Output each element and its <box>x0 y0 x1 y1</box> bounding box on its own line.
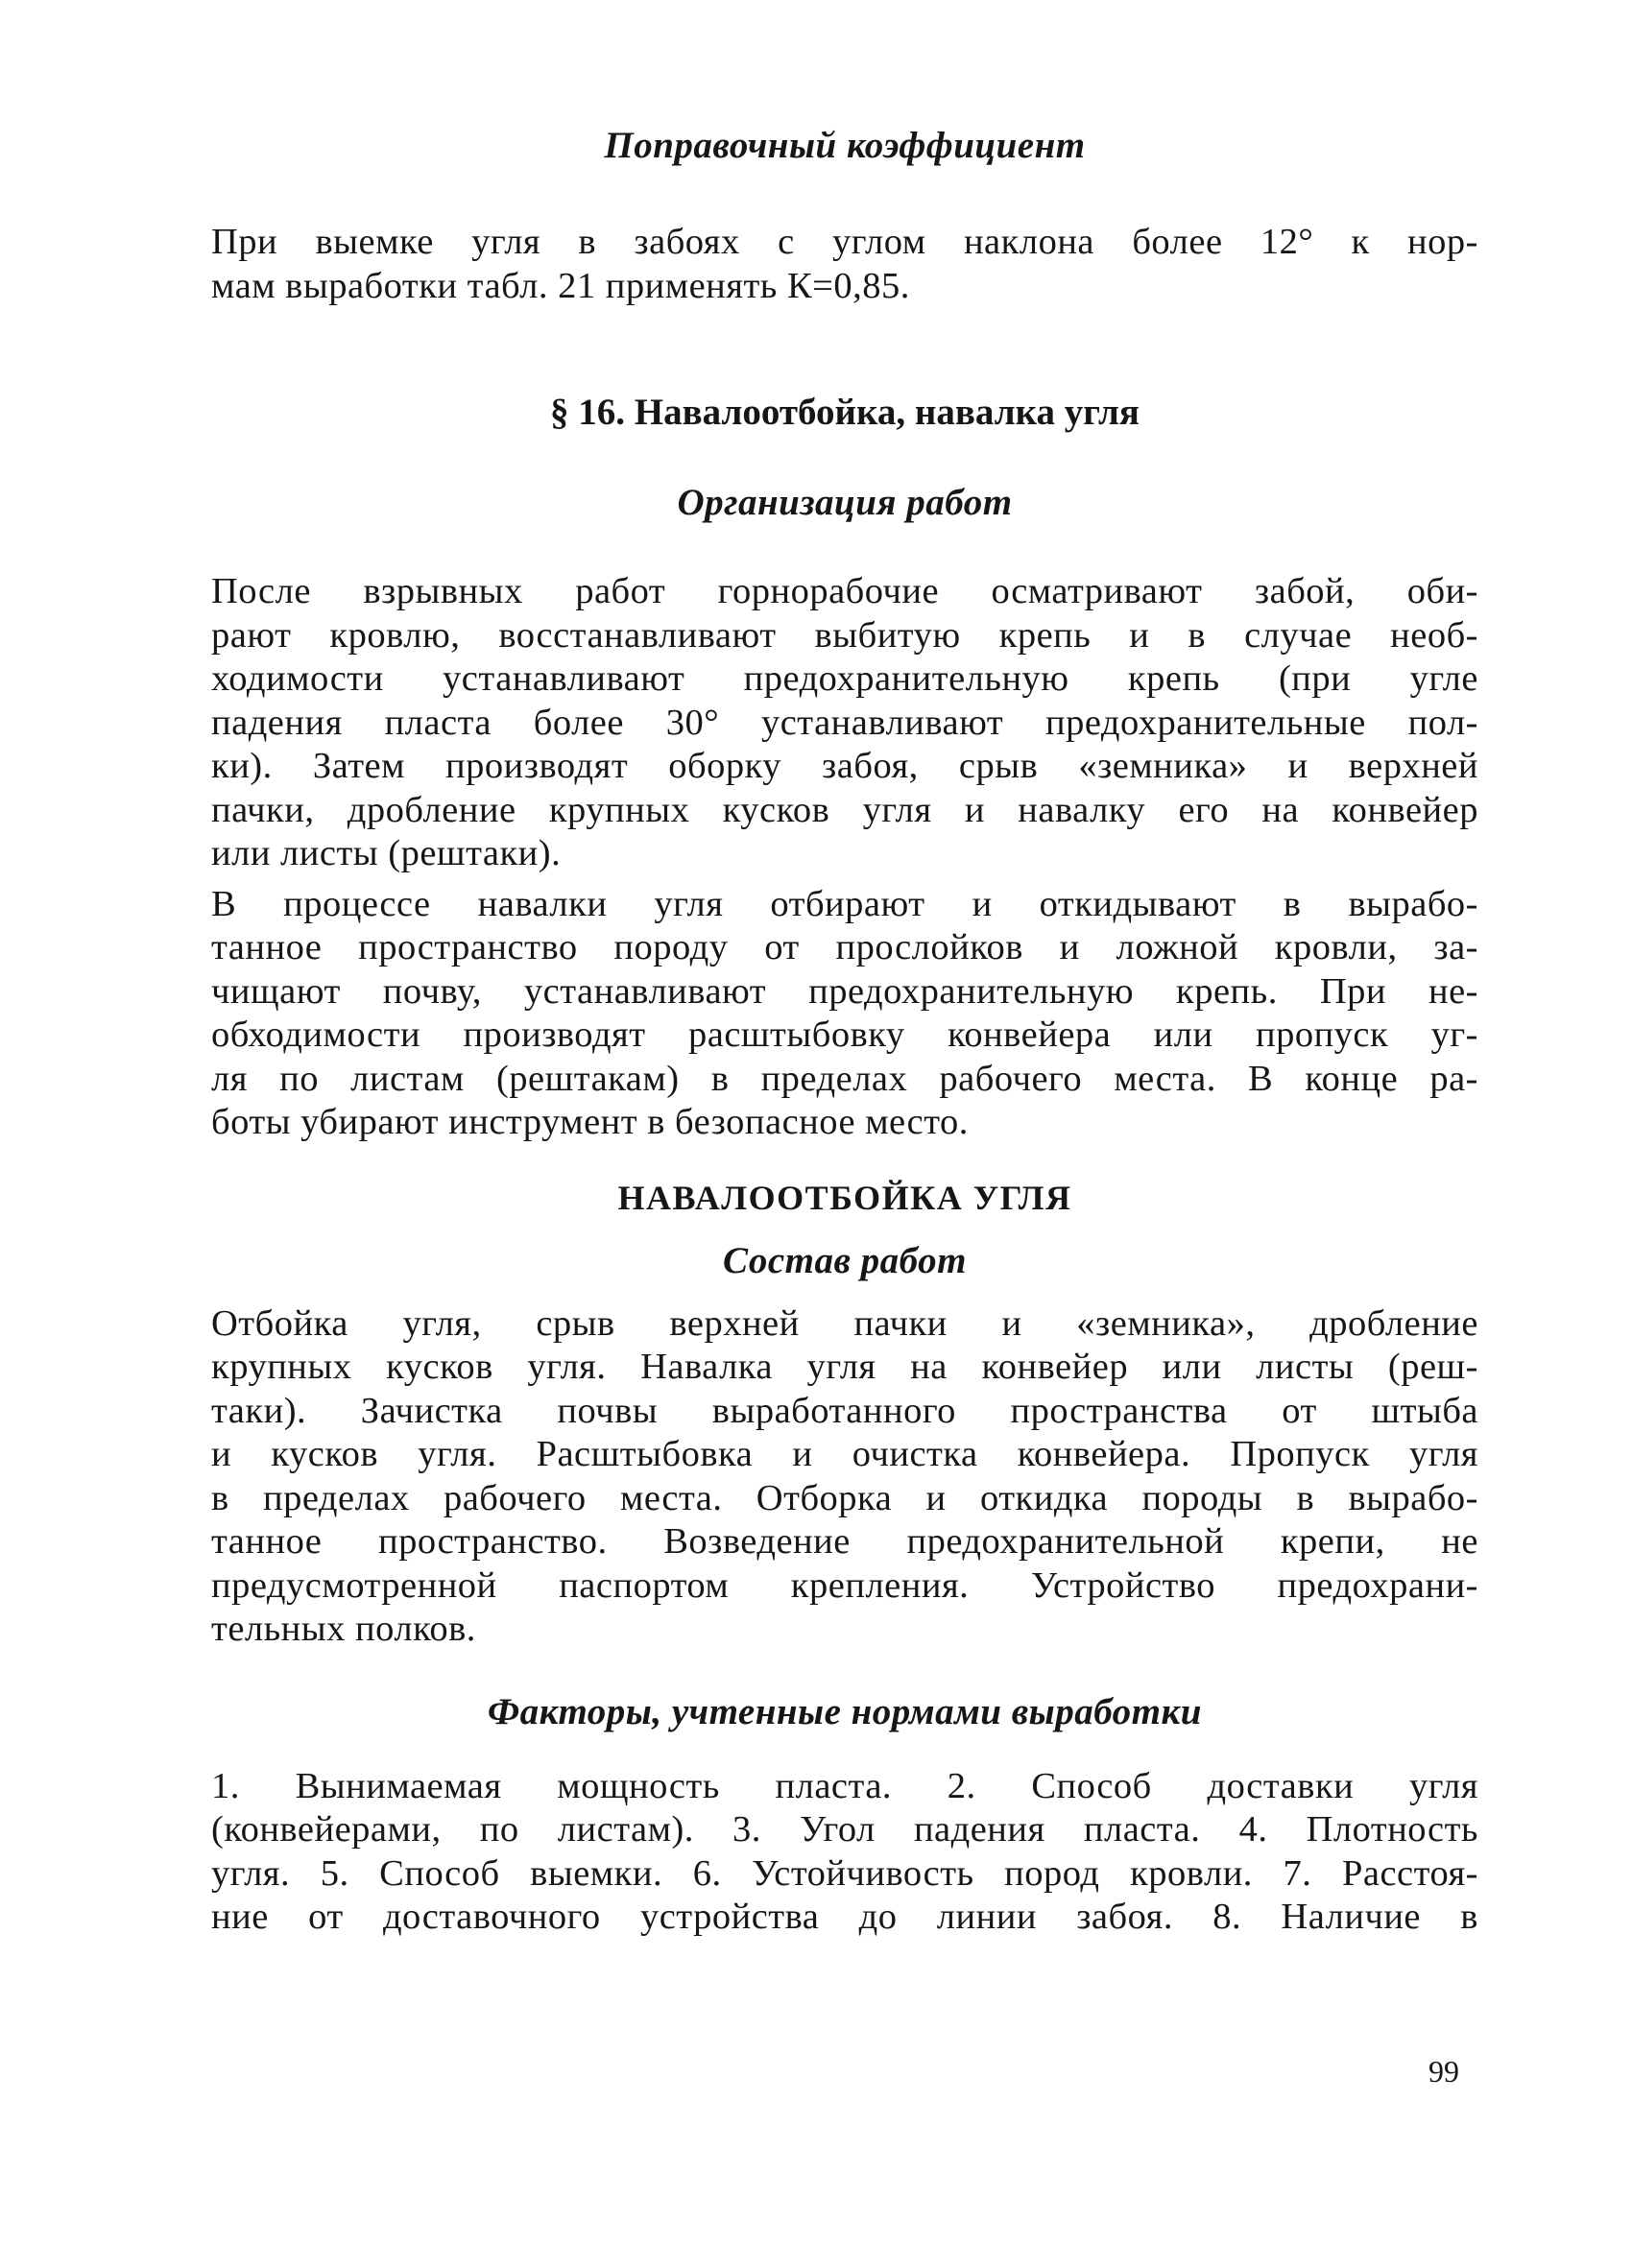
text-line: При выемке угля в забоях с углом наклона более 12° к нор- <box>211 222 1478 262</box>
text-line: тельных полков. <box>211 1609 476 1649</box>
coal-breaking-heading: НАВАЛООТБОЙКА УГЛЯ <box>617 1178 1072 1217</box>
text-line: ходимости устанавливают предохранительную крепь (при угле <box>211 658 1478 699</box>
text-line: угля. 5. Способ выемки. 6. Устойчивость пород кровли. 7. Расстоя- <box>211 1852 1478 1894</box>
correction-paragraph <box>211 221 1478 308</box>
text-line: рают кровлю, восстанавливают выбитую крепь и в случае необ- <box>211 614 1478 656</box>
organization-paragraph-1 <box>211 570 1478 876</box>
text-line: танное пространство. Возведение предохранительной крепи, не <box>211 1521 1478 1562</box>
text-line: чищают почву, устанавливают предохранительную крепь. При не- <box>211 970 1478 1012</box>
organization-paragraph-2 <box>211 883 1478 1145</box>
text-line: В процессе навалки угля отбирают и откидывают в вырабо- <box>211 883 1478 924</box>
text-line: ки). Затем производят оборку забоя, срыв «земника» и верхней <box>211 746 1478 786</box>
text-line: Отбойка угля, срыв верхней пачки и «земника», дробление <box>211 1302 1478 1344</box>
text-line: обходимости производят расштыбовку конвейера или пропуск уг- <box>211 1015 1478 1055</box>
text-line: ние от доставочного устройства до линии забоя. 8. Наличие в <box>211 1897 1478 1937</box>
composition-heading: Состав работ <box>723 1239 967 1281</box>
text-line: ля по листам (рештакам) в пределах рабочего места. В конце ра- <box>211 1058 1478 1099</box>
text-line: 1. Вынимаемая мощность пласта. 2. Способ доставки угля <box>211 1765 1478 1806</box>
text-line: в пределах рабочего места. Отборка и откидка породы в вырабо- <box>211 1477 1478 1518</box>
organization-heading: Организация работ <box>677 482 1013 523</box>
section-heading: § 16. Навалоотбойка, навалка угля <box>550 392 1140 433</box>
text-line: пачки, дробление крупных кусков угля и навалку его на конвейер <box>211 789 1478 830</box>
text-line: мам выработки табл. 21 применять К=0,85. <box>211 265 910 306</box>
text-line: или листы (рештаки). <box>211 833 562 873</box>
text-line: и кусков угля. Расштыбовка и очистка конвейера. Пропуск угля <box>211 1434 1478 1474</box>
text-line: (конвейерами, по листам). 3. Угол падения пласта. 4. Плотность <box>211 1809 1478 1850</box>
text-line: падения пласта более 30° устанавливают предохранительные пол- <box>211 702 1478 743</box>
factors-heading: Факторы, учтенные нормами выработки <box>488 1690 1202 1732</box>
page-number: 99 <box>1428 2054 1459 2089</box>
composition-paragraph <box>211 1302 1478 1652</box>
text-line: После взрывных работ горнорабочие осматривают забой, оби- <box>211 571 1478 611</box>
text-line: боты убирают инструмент в безопасное место. <box>211 1102 969 1142</box>
correction-heading: Поправочный коэффициент <box>604 125 1086 166</box>
text-line: таки). Зачистка почвы выработанного пространства от штыба <box>211 1390 1478 1431</box>
text-line: танное пространство породу от прослойков и ложной кровли, за- <box>211 927 1478 967</box>
text-line: предусмотренной паспортом крепления. Устройство предохрани- <box>211 1564 1478 1606</box>
factors-paragraph <box>211 1765 1478 1940</box>
text-line: крупных кусков угля. Навалка угля на конвейер или листы (реш- <box>211 1347 1478 1387</box>
page-body <box>211 110 1478 1940</box>
